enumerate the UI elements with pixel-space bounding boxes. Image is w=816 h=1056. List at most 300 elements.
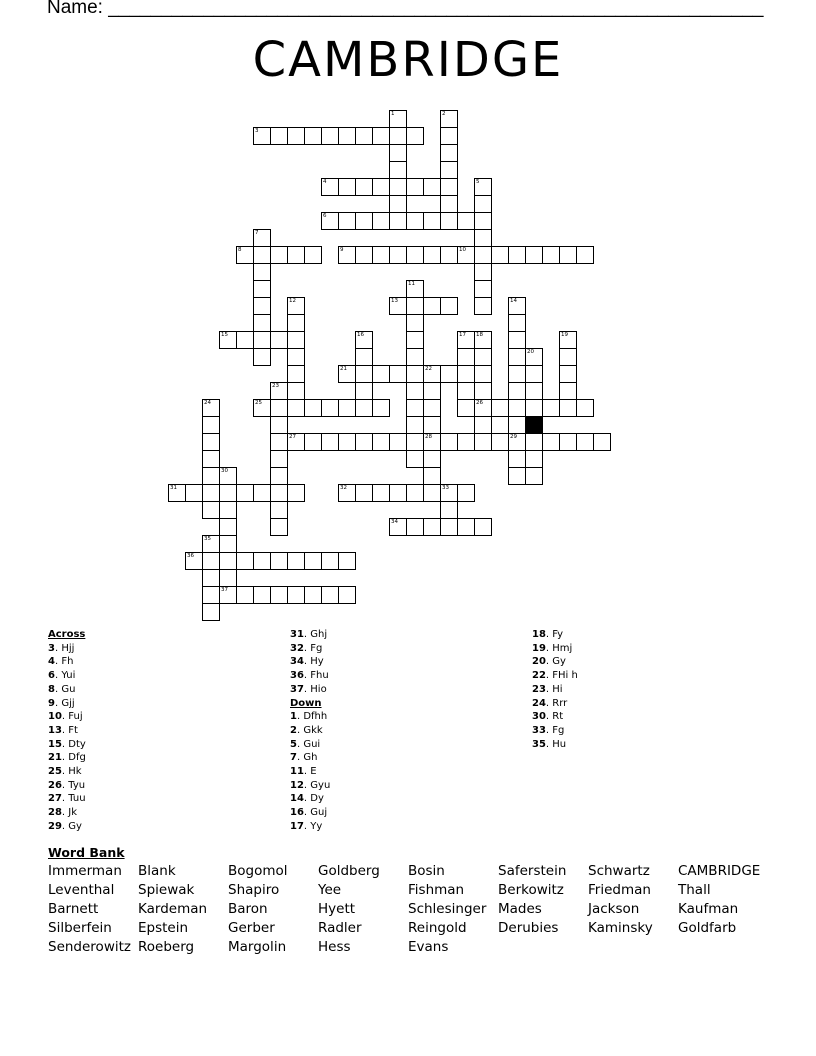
clue-item-number: 34 bbox=[290, 656, 304, 668]
grid-cell[interactable] bbox=[389, 110, 407, 128]
grid-cell[interactable] bbox=[287, 586, 305, 604]
grid-cell[interactable] bbox=[525, 382, 543, 400]
grid-cell[interactable] bbox=[389, 144, 407, 162]
grid-cell[interactable] bbox=[202, 467, 220, 485]
grid-cell[interactable] bbox=[219, 484, 237, 502]
grid-cell[interactable] bbox=[202, 399, 220, 417]
grid-cell[interactable] bbox=[423, 433, 441, 451]
grid-cell[interactable] bbox=[321, 399, 339, 417]
grid-cell[interactable] bbox=[474, 416, 492, 434]
grid-cell[interactable] bbox=[236, 586, 254, 604]
grid-cell[interactable] bbox=[270, 246, 288, 264]
grid-cell[interactable] bbox=[202, 569, 220, 587]
grid-cell[interactable] bbox=[440, 501, 458, 519]
grid-cell[interactable] bbox=[440, 365, 458, 383]
word-bank-column bbox=[48, 862, 131, 957]
clue-item: 29. Gy bbox=[48, 820, 82, 832]
clue-item-text: FHi h bbox=[552, 670, 578, 682]
grid-cell[interactable] bbox=[559, 433, 577, 451]
grid-cell[interactable] bbox=[440, 178, 458, 196]
grid-cell[interactable] bbox=[423, 365, 441, 383]
grid-cell[interactable] bbox=[202, 501, 220, 519]
word-bank-word: CAMBRIDGE bbox=[678, 863, 761, 879]
grid-cell[interactable] bbox=[304, 127, 322, 145]
grid-cell[interactable] bbox=[406, 331, 424, 349]
grid-cell[interactable] bbox=[525, 348, 543, 366]
grid-cell[interactable] bbox=[440, 127, 458, 145]
grid-cell[interactable] bbox=[389, 178, 407, 196]
grid-cell[interactable] bbox=[287, 382, 305, 400]
grid-cell[interactable] bbox=[219, 552, 237, 570]
grid-cell[interactable] bbox=[270, 433, 288, 451]
grid-cell[interactable] bbox=[508, 399, 526, 417]
grid-cell[interactable] bbox=[372, 246, 390, 264]
grid-cell[interactable] bbox=[406, 382, 424, 400]
grid-cell[interactable] bbox=[474, 263, 492, 281]
clue-item-text: Yui bbox=[61, 670, 76, 682]
clue-item-number: 21 bbox=[48, 752, 62, 764]
grid-cell[interactable] bbox=[253, 314, 271, 332]
clue-item-text: Yy bbox=[310, 820, 323, 832]
grid-cell[interactable] bbox=[219, 467, 237, 485]
grid-cell[interactable] bbox=[304, 552, 322, 570]
grid-cell[interactable] bbox=[355, 348, 373, 366]
grid-cell[interactable] bbox=[389, 518, 407, 536]
grid-cell[interactable] bbox=[338, 246, 356, 264]
grid-cell[interactable] bbox=[270, 399, 288, 417]
grid-cell[interactable] bbox=[440, 161, 458, 179]
grid-cell[interactable] bbox=[304, 246, 322, 264]
grid-cell[interactable] bbox=[389, 433, 407, 451]
grid-cell[interactable] bbox=[389, 161, 407, 179]
clue-section-heading: Down bbox=[290, 697, 322, 709]
grid-cell[interactable] bbox=[423, 212, 441, 230]
word-bank-word: Shapiro bbox=[228, 882, 280, 898]
grid-cell[interactable] bbox=[202, 586, 220, 604]
clue-item-number: 32 bbox=[290, 642, 304, 654]
grid-cell[interactable] bbox=[372, 365, 390, 383]
grid-cell[interactable] bbox=[457, 433, 475, 451]
grid-cell[interactable] bbox=[304, 399, 322, 417]
grid-cell[interactable] bbox=[253, 246, 271, 264]
grid-cell[interactable] bbox=[508, 314, 526, 332]
grid-cell[interactable] bbox=[440, 110, 458, 128]
grid-cell[interactable] bbox=[406, 280, 424, 298]
clue-number: 21 bbox=[340, 366, 347, 372]
grid-cell[interactable] bbox=[474, 229, 492, 247]
grid-cell[interactable] bbox=[202, 416, 220, 434]
grid-cell[interactable] bbox=[338, 586, 356, 604]
clue-number: 13 bbox=[391, 298, 398, 304]
grid-cell[interactable] bbox=[440, 484, 458, 502]
clue-item: 7. Gh bbox=[290, 752, 318, 764]
grid-cell[interactable] bbox=[372, 212, 390, 230]
grid-cell[interactable] bbox=[321, 552, 339, 570]
grid-cell[interactable] bbox=[236, 331, 254, 349]
grid-cell[interactable] bbox=[253, 331, 271, 349]
grid-cell[interactable] bbox=[355, 382, 373, 400]
grid-cell[interactable] bbox=[270, 586, 288, 604]
grid-cell[interactable] bbox=[440, 212, 458, 230]
grid-cell[interactable] bbox=[457, 348, 475, 366]
grid-cell[interactable] bbox=[525, 246, 543, 264]
grid-cell[interactable] bbox=[423, 178, 441, 196]
grid-cell[interactable] bbox=[508, 450, 526, 468]
grid-cell[interactable] bbox=[270, 127, 288, 145]
grid-cell[interactable] bbox=[287, 484, 305, 502]
grid-cell[interactable] bbox=[202, 450, 220, 468]
grid-cell[interactable] bbox=[355, 399, 373, 417]
grid-cell[interactable] bbox=[457, 382, 475, 400]
grid-cell[interactable] bbox=[491, 399, 509, 417]
grid-cell[interactable] bbox=[559, 331, 577, 349]
word-bank-word: Immerman bbox=[48, 863, 122, 879]
grid-cell[interactable] bbox=[389, 195, 407, 213]
clues-column-3 bbox=[532, 628, 752, 751]
word-bank-column bbox=[588, 862, 653, 938]
grid-cell[interactable] bbox=[270, 416, 288, 434]
grid-cell[interactable] bbox=[219, 518, 237, 536]
clue-item-number: 37 bbox=[290, 683, 304, 695]
grid-cell[interactable] bbox=[423, 416, 441, 434]
grid-cell[interactable] bbox=[253, 280, 271, 298]
grid-cell[interactable] bbox=[423, 399, 441, 417]
grid-cell[interactable] bbox=[372, 178, 390, 196]
grid-cell[interactable] bbox=[287, 399, 305, 417]
grid-cell[interactable] bbox=[270, 331, 288, 349]
grid-cell[interactable] bbox=[287, 314, 305, 332]
grid-cell[interactable] bbox=[219, 331, 237, 349]
grid-cell[interactable] bbox=[542, 399, 560, 417]
grid-cell[interactable] bbox=[355, 246, 373, 264]
grid-cell[interactable] bbox=[474, 348, 492, 366]
clue-item: 18. Fy bbox=[532, 629, 564, 640]
clue-item-number: 4 bbox=[48, 656, 55, 668]
grid-cell[interactable] bbox=[253, 297, 271, 315]
grid-cell[interactable] bbox=[287, 331, 305, 349]
grid-cell[interactable] bbox=[253, 399, 271, 417]
grid-cell[interactable] bbox=[525, 467, 543, 485]
clue-number: 34 bbox=[391, 519, 398, 525]
grid-cell[interactable] bbox=[457, 365, 475, 383]
word-bank-column bbox=[138, 862, 207, 957]
puzzle-title: CAMBRIDGE bbox=[252, 32, 564, 88]
grid-cell[interactable] bbox=[457, 331, 475, 349]
grid-cell[interactable] bbox=[508, 433, 526, 451]
grid-cell[interactable] bbox=[525, 365, 543, 383]
grid-cell[interactable] bbox=[474, 399, 492, 417]
grid-cell[interactable] bbox=[338, 127, 356, 145]
grid-cell[interactable] bbox=[559, 365, 577, 383]
grid-cell[interactable] bbox=[219, 586, 237, 604]
grid-cell[interactable] bbox=[236, 246, 254, 264]
clue-number: 10 bbox=[459, 247, 466, 253]
grid-cell[interactable] bbox=[406, 212, 424, 230]
grid-cell[interactable] bbox=[457, 399, 475, 417]
grid-cell[interactable] bbox=[372, 127, 390, 145]
grid-cell[interactable] bbox=[389, 127, 407, 145]
clue-number: 3 bbox=[255, 128, 259, 134]
grid-cell[interactable] bbox=[321, 127, 339, 145]
clue-item-text: Fy bbox=[552, 629, 564, 640]
grid-cell[interactable] bbox=[406, 399, 424, 417]
grid-cell[interactable] bbox=[423, 382, 441, 400]
grid-cell[interactable] bbox=[474, 212, 492, 230]
grid-cell[interactable] bbox=[457, 212, 475, 230]
grid-cell[interactable] bbox=[474, 433, 492, 451]
word-bank-word: Leventhal bbox=[48, 882, 115, 898]
grid-cell[interactable] bbox=[491, 246, 509, 264]
grid-cell[interactable] bbox=[287, 348, 305, 366]
grid-cell[interactable] bbox=[389, 484, 407, 502]
grid-cell[interactable] bbox=[202, 484, 220, 502]
grid-cell[interactable] bbox=[389, 246, 407, 264]
clue-item-text: Gh bbox=[303, 752, 318, 764]
grid-cell[interactable] bbox=[474, 382, 492, 400]
grid-cell[interactable] bbox=[253, 552, 271, 570]
grid-cell[interactable] bbox=[270, 467, 288, 485]
clue-item-text: Gy bbox=[68, 820, 82, 832]
clue-number: 7 bbox=[255, 230, 259, 236]
grid-cell[interactable] bbox=[270, 450, 288, 468]
grid-cell[interactable] bbox=[219, 501, 237, 519]
grid-cell[interactable] bbox=[389, 212, 407, 230]
grid-cell[interactable] bbox=[576, 433, 594, 451]
grid-cell[interactable] bbox=[593, 433, 611, 451]
word-bank-word: Jackson bbox=[588, 901, 640, 917]
grid-cell[interactable] bbox=[253, 229, 271, 247]
grid-cell[interactable] bbox=[491, 433, 509, 451]
grid-cell[interactable] bbox=[508, 331, 526, 349]
clue-number: 24 bbox=[204, 400, 211, 406]
grid-cell[interactable] bbox=[423, 450, 441, 468]
clue-item-text: Jk bbox=[68, 807, 78, 819]
grid-cell[interactable] bbox=[474, 518, 492, 536]
grid-cell[interactable] bbox=[202, 603, 220, 621]
grid-cell[interactable] bbox=[372, 399, 390, 417]
clue-item-number: 17 bbox=[290, 820, 304, 832]
grid-cell[interactable] bbox=[440, 246, 458, 264]
grid-cell[interactable] bbox=[338, 365, 356, 383]
grid-cell[interactable] bbox=[559, 246, 577, 264]
grid-cell[interactable] bbox=[355, 484, 373, 502]
word-bank-word: Thall bbox=[678, 882, 711, 898]
grid-cell[interactable] bbox=[270, 501, 288, 519]
grid-cell[interactable] bbox=[440, 195, 458, 213]
grid-cell[interactable] bbox=[253, 127, 271, 145]
grid-cell[interactable] bbox=[508, 416, 526, 434]
grid-cell[interactable] bbox=[168, 484, 186, 502]
grid-cell[interactable] bbox=[406, 348, 424, 366]
grid-cell[interactable] bbox=[236, 552, 254, 570]
grid-cell[interactable] bbox=[525, 399, 543, 417]
clue-item: 25. Hk bbox=[48, 766, 82, 778]
grid-cell[interactable] bbox=[338, 484, 356, 502]
grid-cell[interactable] bbox=[508, 297, 526, 315]
clue-item-number: 28 bbox=[48, 807, 62, 819]
grid-cell[interactable] bbox=[525, 450, 543, 468]
grid-cell[interactable] bbox=[219, 569, 237, 587]
grid-cell[interactable] bbox=[423, 246, 441, 264]
grid-cell[interactable] bbox=[406, 246, 424, 264]
grid-cell[interactable] bbox=[474, 178, 492, 196]
word-bank-column bbox=[408, 862, 486, 957]
grid-cell[interactable] bbox=[287, 552, 305, 570]
clue-item-number: 14 bbox=[290, 793, 304, 805]
grid-cell[interactable] bbox=[202, 552, 220, 570]
grid-cell[interactable] bbox=[253, 586, 271, 604]
grid-cell[interactable] bbox=[355, 127, 373, 145]
clue-item: 17. Yy bbox=[290, 820, 323, 832]
grid-cell[interactable] bbox=[406, 297, 424, 315]
grid-cell[interactable] bbox=[270, 518, 288, 536]
grid-cell[interactable] bbox=[406, 484, 424, 502]
clue-item-text: Dy bbox=[310, 793, 324, 805]
grid-cell[interactable] bbox=[355, 178, 373, 196]
grid-cell[interactable] bbox=[559, 382, 577, 400]
clue-item-number: 20 bbox=[532, 656, 546, 668]
grid-cell[interactable] bbox=[406, 450, 424, 468]
grid-cell[interactable] bbox=[304, 586, 322, 604]
grid-cell[interactable] bbox=[389, 297, 407, 315]
clue-item-text: Gyu bbox=[310, 779, 331, 791]
clue-item-text: Tuu bbox=[68, 793, 86, 805]
grid-cell[interactable] bbox=[321, 433, 339, 451]
grid-cell[interactable] bbox=[338, 212, 356, 230]
clue-number: 32 bbox=[340, 485, 347, 491]
clue-item: 13. Ft bbox=[48, 724, 78, 736]
grid-cell[interactable] bbox=[474, 280, 492, 298]
grid-cell[interactable] bbox=[406, 365, 424, 383]
grid-cell[interactable] bbox=[253, 348, 271, 366]
grid-cell[interactable] bbox=[559, 399, 577, 417]
clue-item-number: 12 bbox=[290, 779, 304, 791]
grid-cell[interactable] bbox=[508, 246, 526, 264]
grid-cell[interactable] bbox=[287, 246, 305, 264]
grid-cell[interactable] bbox=[508, 348, 526, 366]
grid-cell[interactable] bbox=[287, 127, 305, 145]
grid-cell[interactable] bbox=[406, 518, 424, 536]
grid-cell[interactable] bbox=[508, 382, 526, 400]
clue-item-number: 6 bbox=[48, 670, 55, 682]
grid-cell[interactable] bbox=[321, 586, 339, 604]
grid-cell[interactable] bbox=[270, 552, 288, 570]
clue-item-number: 1 bbox=[290, 711, 297, 723]
grid-cell[interactable] bbox=[355, 433, 373, 451]
grid-cell[interactable] bbox=[372, 484, 390, 502]
grid-cell[interactable] bbox=[406, 314, 424, 332]
grid-cell[interactable] bbox=[576, 399, 594, 417]
grid-cell[interactable] bbox=[338, 178, 356, 196]
grid-cell[interactable] bbox=[406, 178, 424, 196]
grid-cell[interactable] bbox=[440, 433, 458, 451]
grid-cell[interactable] bbox=[355, 331, 373, 349]
grid-cell[interactable] bbox=[440, 518, 458, 536]
grid-cell[interactable] bbox=[185, 552, 203, 570]
grid-cell[interactable] bbox=[406, 127, 424, 145]
grid-cell[interactable] bbox=[508, 365, 526, 383]
grid-cell[interactable] bbox=[389, 365, 407, 383]
grid-cell[interactable] bbox=[202, 535, 220, 553]
grid-cell[interactable] bbox=[542, 246, 560, 264]
grid-cell[interactable] bbox=[474, 297, 492, 315]
word-bank-column bbox=[228, 862, 288, 957]
grid-cell[interactable] bbox=[406, 416, 424, 434]
grid-cell[interactable] bbox=[338, 433, 356, 451]
grid-cell[interactable] bbox=[406, 433, 424, 451]
grid-cell[interactable] bbox=[185, 484, 203, 502]
grid-cell[interactable] bbox=[508, 467, 526, 485]
grid-cell[interactable] bbox=[474, 331, 492, 349]
grid-cell[interactable] bbox=[440, 144, 458, 162]
grid-cell[interactable] bbox=[270, 382, 288, 400]
word-bank-word: Fishman bbox=[408, 882, 465, 898]
clue-item-text: Dfg bbox=[68, 752, 86, 764]
grid-cell[interactable] bbox=[338, 399, 356, 417]
grid-cell[interactable] bbox=[253, 484, 271, 502]
clue-item: 26. Tyu bbox=[48, 779, 86, 791]
clue-item: 21. Dfg bbox=[48, 752, 86, 764]
grid-cell[interactable] bbox=[423, 518, 441, 536]
clue-item: 19. Hmj bbox=[532, 642, 573, 654]
grid-cell[interactable] bbox=[440, 297, 458, 315]
grid-cell[interactable] bbox=[474, 246, 492, 264]
grid-cell[interactable] bbox=[338, 552, 356, 570]
grid-cell[interactable] bbox=[542, 433, 560, 451]
clue-item-text: Dfhh bbox=[303, 711, 328, 723]
name-field-label: Name: ______________________________________________________________ bbox=[47, 0, 764, 18]
grid-cell[interactable] bbox=[457, 518, 475, 536]
grid-cell[interactable] bbox=[423, 297, 441, 315]
grid-cell[interactable] bbox=[525, 433, 543, 451]
grid-cell[interactable] bbox=[355, 212, 373, 230]
grid-cell[interactable] bbox=[576, 246, 594, 264]
clue-number: 30 bbox=[221, 468, 228, 474]
grid-cell[interactable] bbox=[287, 365, 305, 383]
grid-cell[interactable] bbox=[202, 433, 220, 451]
grid-cell[interactable] bbox=[219, 535, 237, 553]
grid-cell[interactable] bbox=[253, 263, 271, 281]
grid-cell[interactable] bbox=[474, 365, 492, 383]
grid-cell[interactable] bbox=[423, 467, 441, 485]
word-bank-word: Kaminsky bbox=[588, 920, 653, 936]
grid-cell[interactable] bbox=[372, 433, 390, 451]
clue-item-text: Fg bbox=[552, 724, 565, 736]
clue-number: 22 bbox=[425, 366, 432, 372]
grid-cell[interactable] bbox=[304, 433, 322, 451]
grid-cell[interactable] bbox=[321, 178, 339, 196]
clue-item: 33. Fg bbox=[532, 724, 565, 736]
grid-cell[interactable] bbox=[355, 365, 373, 383]
grid-cell[interactable] bbox=[236, 484, 254, 502]
word-bank-word: Hyett bbox=[318, 901, 356, 917]
clue-item-number: 30 bbox=[532, 711, 546, 723]
clue-item-number: 29 bbox=[48, 820, 62, 832]
grid-cell[interactable] bbox=[321, 212, 339, 230]
grid-cell[interactable] bbox=[270, 484, 288, 502]
clue-number: 33 bbox=[442, 485, 449, 491]
clue-number: 23 bbox=[272, 383, 279, 389]
clue-item-number: 8 bbox=[48, 683, 55, 695]
grid-cell[interactable] bbox=[423, 484, 441, 502]
grid-cell[interactable] bbox=[474, 195, 492, 213]
grid-cell[interactable] bbox=[457, 484, 475, 502]
grid-cell[interactable] bbox=[287, 297, 305, 315]
grid-cell[interactable] bbox=[457, 246, 475, 264]
grid-cell[interactable] bbox=[559, 348, 577, 366]
grid-cell[interactable] bbox=[287, 433, 305, 451]
word-bank-word: Barnett bbox=[48, 901, 99, 917]
